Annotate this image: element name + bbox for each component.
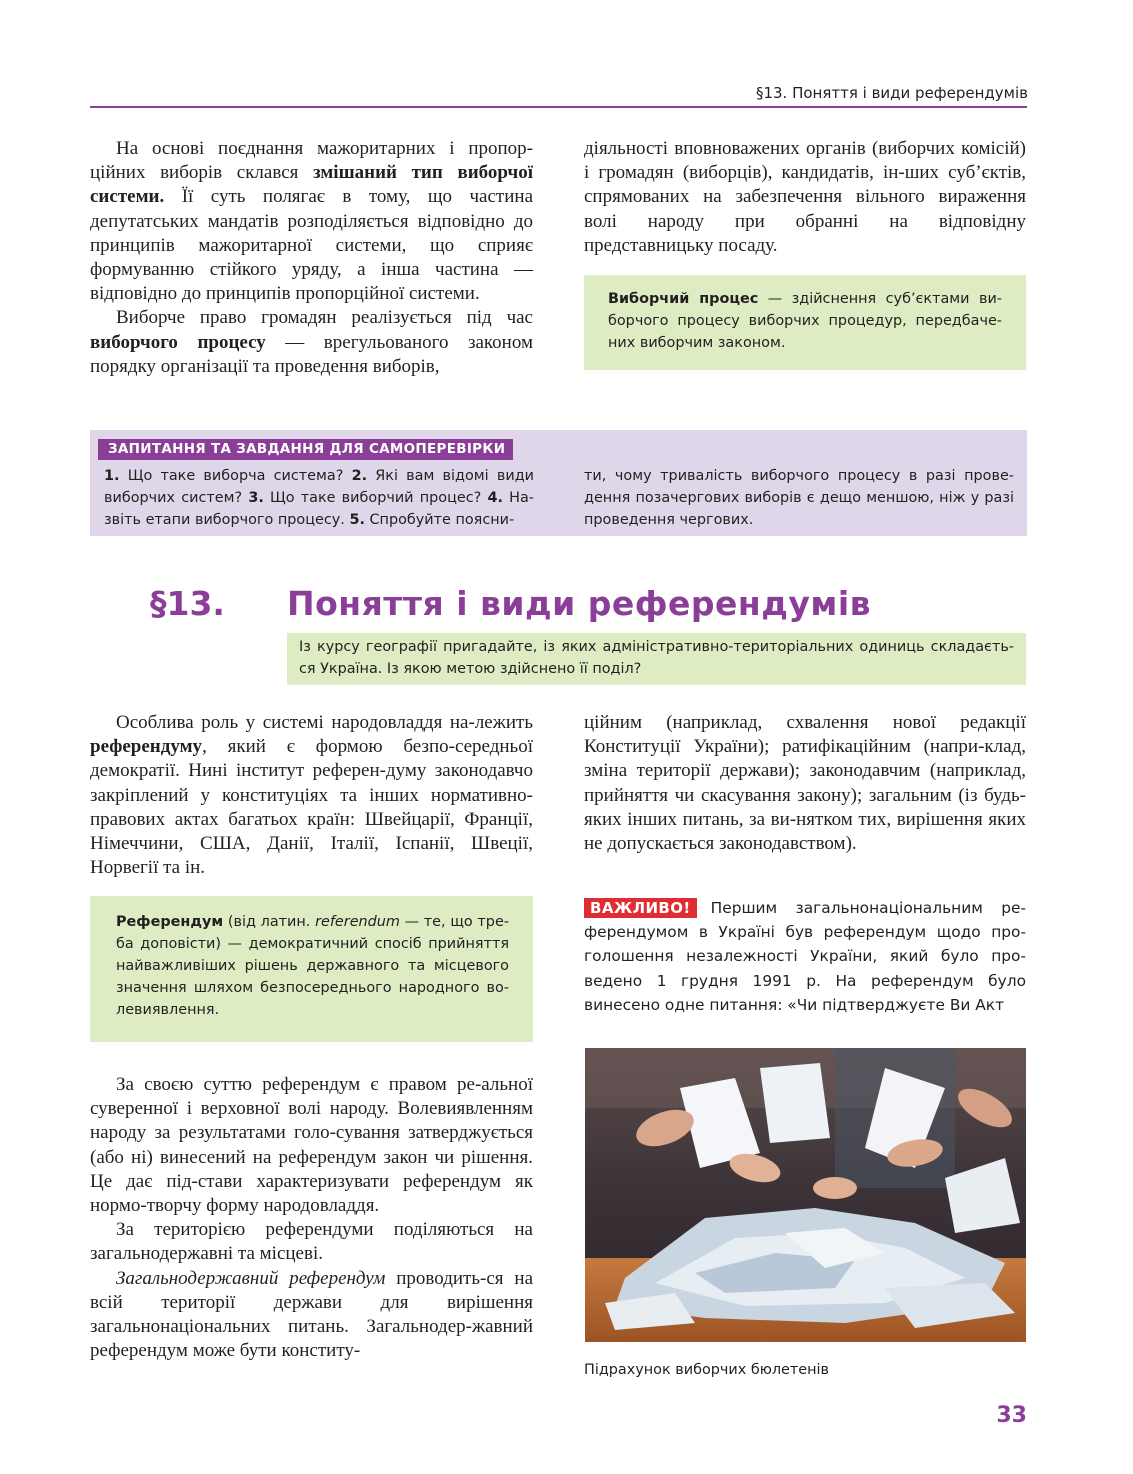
italic-term: Загальнодержавний референдум xyxy=(116,1267,386,1289)
paragraph: На основі поєднання мажоритарних і пропор-ційних виборів склався змішаний тип виборчої системи. Її суть полягає в тому, що частина депутатських мандатів розподіляється відповідно до принципів мажоритарної системи, що сприяє формуванню стійкого уряду, а інша частина — відповідно до принципів пропорційної системи. xyxy=(90,138,533,305)
important-badge: ВАЖЛИВО! xyxy=(584,898,697,918)
paragraph: Особлива роль у системі народовладдя на-лежить референдуму, який є формою безпо-середньої демократії. Нині інститут референ-думу законодавчо закріплений у конституціях та інших нормативно-правових актах багатьох країн: Швейцарії, Франції, Німеччини, США, Данії, Італії, Іспанії, Швеції, Норвегії та ін. xyxy=(90,712,533,879)
main-column-left-bottom xyxy=(90,1073,533,1363)
intro-question-box xyxy=(287,633,1026,685)
paragraph: Загальнодержавний референдум проводить-ся на всій території держави для вирішення загальнонаціональних питань. Загальнодер-жавний референдум може бути конститу- xyxy=(90,1267,533,1362)
page-number: 33 xyxy=(996,1403,1027,1428)
paragraph: діяльності вповноважених органів (виборчих комісій) і громадян (виборців), кандидатів, ін-ших суб’єктів, спрямованих на забезпечення вільного вираження волі народу при обранні на відповідну представницьку посаду. xyxy=(584,138,1026,256)
important-text: Першим загальнонаціональним ре-ферендумом в Україні був референдум щодо про-голошення незалежності України, який було про-ведено 1 грудня 1991 р. На референдум було винесено одне питання: «Чи підтверджуєте Ви Акт xyxy=(584,899,1026,1014)
review-questions-left: 1. Що таке виборча система? 2. Які вам відомі види виборчих систем? 3. Що таке виборчий процес? 4. На-звіть етапи виборчого процесу. 5. Спробуйте поясни- xyxy=(104,468,534,528)
prev-column-left xyxy=(90,137,533,379)
review-questions-right: ти, чому тривалість виборчого процесу в разі прове-дення позачергових виборів є дещо меншою, ніж у разі проведення чергових. xyxy=(584,468,1014,528)
bold-term: референдуму xyxy=(90,736,203,758)
photo-caption: Підрахунок виборчих бюлетенів xyxy=(584,1362,829,1378)
definition-text: Виборчий процес — здійснення суб’єктами ви-борчого процесу виборчих процедур, передбаче-них виборчим законом. xyxy=(608,291,1002,351)
important-note xyxy=(584,896,1026,1017)
paragraph: Виборче право громадян реалізується під час виборчого процесу — врегульованого законом порядку організації та проведення виборів, xyxy=(90,307,533,377)
definition-box-referendum xyxy=(90,896,533,1042)
main-column-left-top xyxy=(90,711,533,880)
prev-column-right xyxy=(584,137,1026,258)
paragraph: За територією референдуми поділяються на загальнодержавні та місцеві. xyxy=(90,1219,533,1265)
paragraph: ційним (наприклад, схвалення нової редакції Конституції України); ратифікаційним (напри-клад, зміна території держави); законодавчим (наприклад, прийняття чи скасування закону); загальним (із будь-яких інших питань, за ви-нятком тих, вирішення яких не допускається законодавством). xyxy=(584,712,1026,855)
definition-term: Виборчий процес xyxy=(608,291,759,307)
definition-text: Референдум (від латин. referendum — те, що тре-ба доповісти) — демократичний спосіб прийняття найважливіших рішень державного та місцевого значення шляхом безпосереднього народного во-левиявлення. xyxy=(116,914,509,1018)
ballot-counting-illustration xyxy=(585,1048,1026,1342)
bold-term: виборчого процесу xyxy=(90,331,266,353)
definition-box-electoral-process xyxy=(584,275,1026,370)
section-title: Поняття і види референдумів xyxy=(287,584,872,623)
review-questions-title: ЗАПИТАННЯ ТА ЗАВДАННЯ ДЛЯ САМОПЕРЕВІРКИ xyxy=(98,439,513,460)
intro-question-text: Із курсу географії пригадайте, із яких адміністративно-територіальних одиниць складаєть-ся Україна. Із якою метою здійснено її поділ? xyxy=(299,639,1014,677)
ballot-counting-photo xyxy=(585,1048,1026,1342)
paragraph: За своєю суттю референдум є правом ре-альної суверенної і верховної волі народу. Волевиявленням народу за результатами голо-сування затверджується (або ні) винесений на референдум закон чи рішення. Це дає під-стави характеризувати референдум як нормо-творчу форму народовладдя. xyxy=(90,1074,533,1217)
running-head: §13. Поняття і види референдумів xyxy=(755,84,1028,102)
main-column-right xyxy=(584,711,1026,856)
bold-term: змішаний тип виборчої системи. xyxy=(90,162,533,208)
header-divider xyxy=(90,106,1027,108)
section-number: §13. xyxy=(150,584,225,623)
definition-term: Референдум xyxy=(116,914,224,930)
